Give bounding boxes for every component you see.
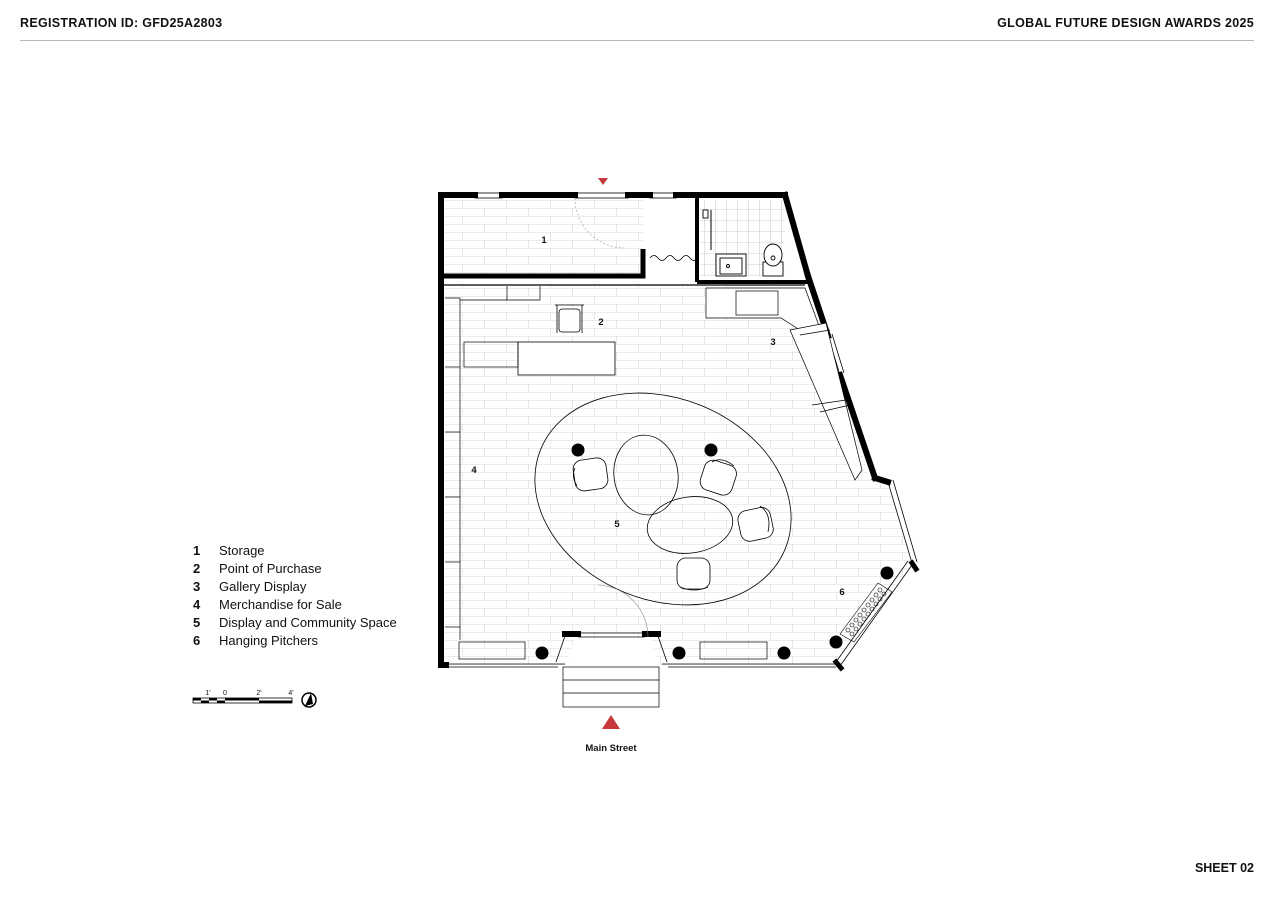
room-number: 5	[614, 519, 620, 530]
scale-tick: 2'	[256, 690, 262, 697]
scale-tick: 1'	[205, 690, 211, 697]
street-label: Main Street	[585, 743, 637, 754]
sheet-number: SHEET 02	[1194, 861, 1254, 875]
legend-item	[193, 560, 397, 578]
north-arrow-icon	[302, 693, 316, 707]
legend-number: 6	[193, 633, 201, 648]
room-number: 4	[471, 465, 477, 476]
entry-steps	[563, 667, 659, 707]
north-entry-marker	[598, 178, 608, 185]
room-legend	[193, 542, 397, 650]
main-entry-marker	[602, 715, 620, 729]
legend-number: 1	[193, 543, 201, 558]
legend-label: Display and Community Space	[219, 615, 397, 630]
legend-item	[193, 596, 397, 614]
legend-number: 3	[193, 579, 201, 594]
room-number: 6	[839, 587, 845, 598]
scale-tick: 4'	[288, 690, 294, 697]
scale-tick: 0	[223, 690, 227, 697]
room-number: 1	[541, 235, 547, 246]
legend-item	[193, 578, 397, 596]
legend-number: 2	[193, 561, 201, 576]
legend-item	[193, 632, 397, 650]
legend-label: Merchandise for Sale	[219, 597, 342, 612]
legend-number: 4	[193, 597, 201, 612]
scale-bar	[193, 690, 294, 703]
legend-label: Point of Purchase	[219, 561, 322, 576]
legend-label: Gallery Display	[219, 579, 307, 594]
legend-item	[193, 542, 397, 560]
legend-label: Hanging Pitchers	[219, 633, 318, 648]
registration-id: REGISTRATION ID: GFD25A2803	[20, 16, 223, 30]
legend-label: Storage	[219, 543, 265, 558]
legend-number: 5	[193, 615, 201, 630]
room-number: 3	[770, 337, 776, 348]
legend-item	[193, 614, 397, 632]
award-title: GLOBAL FUTURE DESIGN AWARDS 2025	[997, 16, 1254, 30]
room-number: 2	[598, 317, 604, 328]
